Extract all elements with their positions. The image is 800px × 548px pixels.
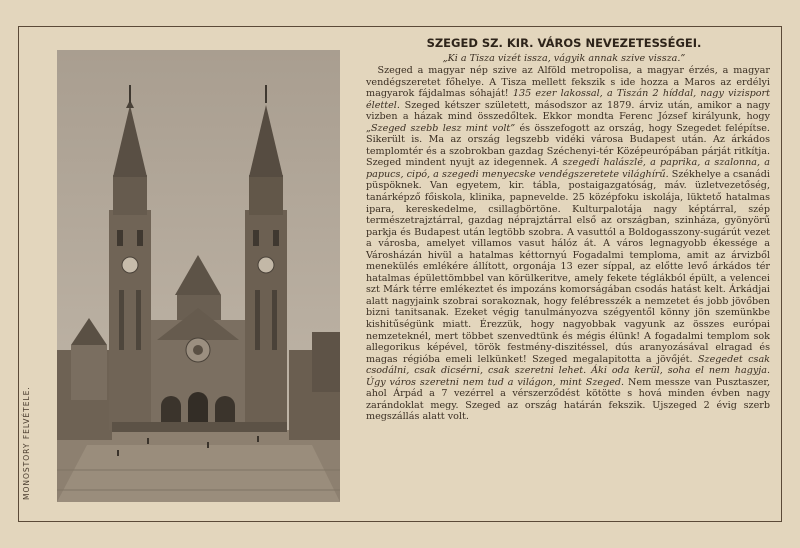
description-paragraph xyxy=(366,65,770,423)
text-segment-italic: „Szeged szebb lesz mint volt” xyxy=(366,122,516,134)
text-segment: Szeged a magyar nép szive az Alföld metropolisa, a magyar érzés, a magyar vendégszeretet főhelye. A Tisza mellett fekszik s ide hozza a Maros az erdélyi magyarok fájdalmas sóhaját! xyxy=(366,65,770,100)
page-title: SZEGED SZ. KIR. VÁROS NEVEZETESSÉGEI. xyxy=(426,36,702,50)
text-segment-italic: 135 ezer lakossal, a Tiszán 2 híddal, nagy vizisport élettel. xyxy=(366,88,770,111)
text-segment: Nem messze van Pusztaszer, ahol Árpád a 7 vezérrel a vérszerződést kötötte s hová minden évben nagy zarándoklat megy. Szeged az ország határán fekszik. Ujszeged 2 évig szerb megszállás alatt volt. xyxy=(366,376,770,423)
text-segment: és összefogott az ország, hogy Szegedet felépítse. Sikerült is. Ma az ország legszebb vidéki városa Budapest után. Az árkádos templomtér és a szobrokban gazdag Széchenyi-tér Középeurópában párját ritkítja. Szeged mindent nyujt az idegennek. xyxy=(366,122,770,169)
motto: „Ki a Tisza vizét issza, vágyik annak szive vissza.” xyxy=(442,53,686,64)
text-segment-italic: A szegedi halászlé, a paprika, a szalonna, a papucs, cipó, a szegedi menyecske vendégszeretete világhírű. xyxy=(366,157,770,180)
text-segment: Szeged kétszer született, másodszor az 1879. árviz után, amikor a nagy vizben a házak mind összedőltek. Ekkor mondta Ferenc József királyunk, hogy xyxy=(366,99,770,123)
church-photo xyxy=(57,50,340,502)
text-segment: Székhelye a csanádi püspöknek. Van egyetem, kir. tábla, postaigazgatóság, máv. üzletvezetőség, tanárképző főiskola, klinika, papnevelde. 25 középfoku iskolája, lüktető hatalmas ipara, kereskedelme, csillagbörtöne. Kulturpalotája nagy képtárral, szép természetrajztárral, gazdag néprajztárral első az országban, szinháza, gyönyörű parkja és Budapest után legtöbb szobra. A vasuttól a Boldogasszony-sugárút vezet a városba, amelyet villamos vasut hálóz át. A város legnagyobb ékessége a Városházán hivül a hatalmas kéttornyú Fogadalmi temploma, amit az árvizből menekülés emlékére állított, orgonája 13 ezer síppal, az előtte levő árkádos tér hatalmas épülettömbbel van körülkeritve, amely fekete téglákból épült, a velencei szt Márk térre emlékeztet és impozáns komorságában csodás hatást kelt. Árkádjai alatt nagyjaink szobrai sorakoznak, hogy felébresszék a nemzetet és jobb jövőben bizni tanitsanak. Ezeket végig tanulmányozva szégyentől könny jön szemünkbe kishitűségünk miatt. Érezzük, hogy nagyobbak vagyunk az összes európai nemzeteknél, mert többet szenvedtünk és mégis élünk! A fogadalmi templom sok allegorikus képével, török festmény-diszitéssel, dús aranyozásával elragad és magas régióba emeli lelkünket! Szeged megalapitotta a jövőjét. xyxy=(366,168,770,365)
text-segment-italic: Szegedet csak csodálni, csak dicsérni, csak szeretni lehet. Áki oda kerül, soha el nem hagyja. Úgy város szeretni nem tud a világon, mint Szeged. xyxy=(366,353,770,388)
photo-credit: MONOSTORY FELVÉTELE. xyxy=(22,386,31,500)
description-text xyxy=(366,65,770,423)
